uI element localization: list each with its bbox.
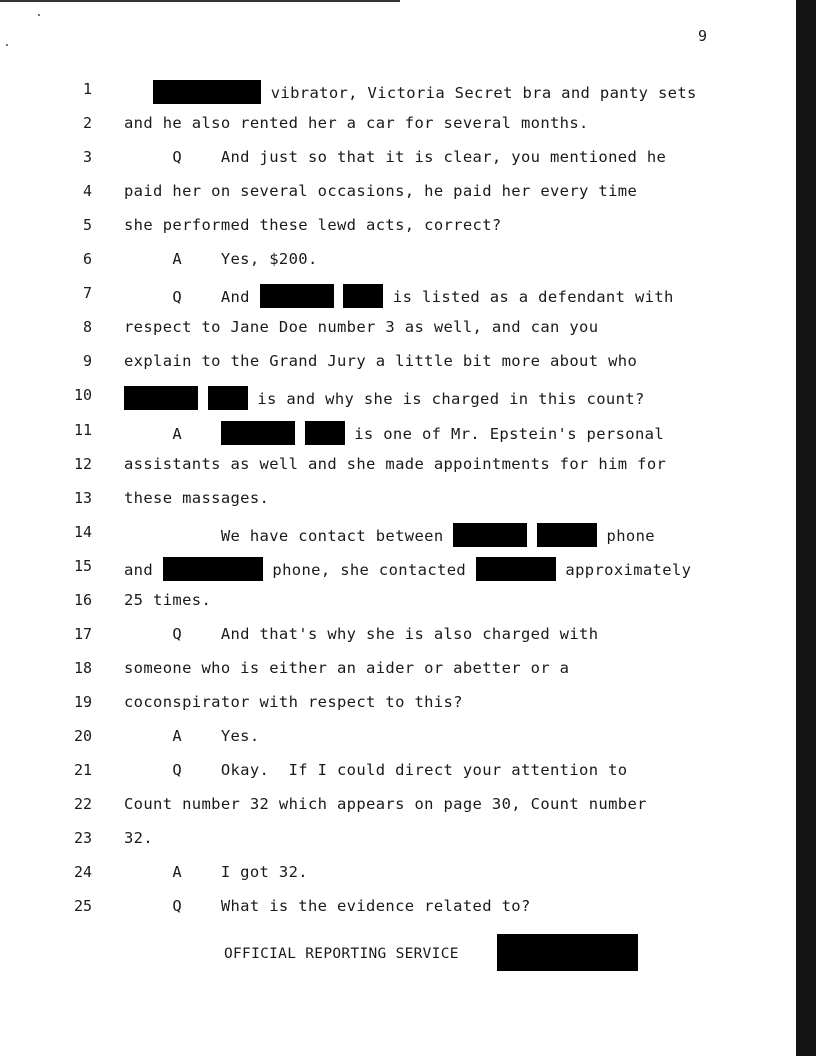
transcript-line <box>0 584 780 618</box>
line-text <box>124 216 502 234</box>
line-number: 5 <box>82 216 92 235</box>
line-text <box>124 455 666 473</box>
text-segment: Q And that's why she is also charged with <box>124 624 599 643</box>
scan-edge-line <box>0 0 400 2</box>
redaction-box <box>124 386 198 410</box>
line-text <box>124 489 269 507</box>
transcript-line <box>0 107 780 141</box>
transcript-line <box>0 822 780 856</box>
text-segment: she performed these lewd acts, correct? <box>124 216 502 235</box>
line-text <box>124 557 691 581</box>
line-text <box>124 114 589 132</box>
line-text <box>124 182 637 200</box>
text-segment <box>198 390 208 408</box>
line-number: 23 <box>73 829 92 848</box>
transcript-line <box>0 73 780 107</box>
line-text <box>124 386 645 410</box>
redaction-box <box>537 523 597 547</box>
text-segment: paid her on several occasions, he paid her every time <box>124 182 638 201</box>
redaction-box <box>453 523 527 547</box>
scan-speck <box>6 44 8 46</box>
line-text <box>124 318 598 336</box>
scan-right-border <box>796 0 816 1056</box>
line-text <box>124 863 308 881</box>
transcript-line <box>0 720 780 754</box>
line-text <box>124 250 318 268</box>
text-segment: is one of Mr. Epstein's personal <box>344 424 665 443</box>
redaction-box <box>497 934 638 971</box>
line-text <box>124 625 598 643</box>
transcript-line <box>0 414 780 448</box>
line-number: 19 <box>73 692 92 711</box>
transcript-line <box>0 550 780 584</box>
line-text <box>124 421 664 445</box>
text-segment: We have contact between <box>124 526 454 545</box>
text-segment: Q Okay. If I could direct your attention to <box>124 761 628 779</box>
text-segment: assistants as well and she made appointments for him for <box>124 454 667 473</box>
text-segment: 25 times. <box>124 590 212 609</box>
line-number: 9 <box>82 352 92 371</box>
line-number: 24 <box>73 863 92 882</box>
line-number: 4 <box>82 182 92 201</box>
text-segment: someone who is either an aider or abetter or a <box>124 658 570 677</box>
line-number: 2 <box>82 114 92 133</box>
transcript-line <box>0 311 780 345</box>
redaction-box <box>343 284 383 308</box>
transcript-line <box>0 243 780 277</box>
transcript-line <box>0 890 780 924</box>
line-number: 17 <box>73 624 92 643</box>
transcript-line <box>0 482 780 516</box>
redaction-box <box>305 421 345 445</box>
scan-speck <box>38 14 40 16</box>
text-segment: Q And just so that it is clear, you mentioned he <box>124 148 667 167</box>
text-segment: is listed as a defendant with <box>383 288 674 307</box>
redaction-box <box>208 386 248 410</box>
redaction-box <box>221 421 295 445</box>
line-text <box>124 829 153 847</box>
line-number: 3 <box>82 148 92 167</box>
line-number: 14 <box>73 522 92 541</box>
line-text <box>124 795 647 813</box>
line-text <box>124 897 531 915</box>
line-text <box>124 591 211 609</box>
text-segment: is and why she is charged in this count? <box>247 390 645 409</box>
transcript-line <box>0 379 780 413</box>
line-number: 16 <box>73 590 92 609</box>
transcript-line <box>0 516 780 550</box>
text-segment: Q And <box>124 288 260 307</box>
text-segment <box>334 288 344 306</box>
transcript-line <box>0 209 780 243</box>
line-text <box>124 761 627 779</box>
text-segment: respect to Jane Doe number 3 as well, and can you <box>124 318 599 337</box>
text-segment: explain to the Grand Jury a little bit more about who <box>124 352 638 371</box>
transcript-line <box>0 277 780 311</box>
text-segment: approximately <box>555 560 692 579</box>
transcript-line <box>0 175 780 209</box>
text-segment <box>295 425 305 443</box>
text-segment: A <box>124 424 221 443</box>
transcript-line <box>0 141 780 175</box>
text-segment: phone <box>596 526 655 545</box>
transcript-line <box>0 856 780 890</box>
transcript-line <box>0 686 780 720</box>
line-number: 6 <box>82 250 92 269</box>
transcript-line <box>0 345 780 379</box>
text-segment: A I got 32. <box>124 863 308 882</box>
footer-label: OFFICIAL REPORTING SERVICE <box>224 946 459 962</box>
text-segment: vibrator, Victoria Secret bra and panty sets <box>261 84 697 102</box>
line-text <box>124 352 637 370</box>
line-text <box>124 80 697 104</box>
line-number: 8 <box>82 318 92 337</box>
line-number: 12 <box>73 454 92 473</box>
transcript-line <box>0 788 780 822</box>
line-text <box>124 727 260 745</box>
text-segment: Q What is the evidence related to? <box>124 897 531 916</box>
redaction-box <box>163 557 263 581</box>
redaction-box <box>153 80 261 104</box>
transcript-line <box>0 618 780 652</box>
line-number: 21 <box>73 761 92 779</box>
line-number: 7 <box>82 284 92 303</box>
line-number: 11 <box>73 420 92 439</box>
text-segment: A Yes. <box>124 726 260 745</box>
text-segment: phone, she contacted <box>262 560 476 579</box>
line-text <box>124 659 569 677</box>
line-text <box>124 693 463 711</box>
text-segment <box>527 527 537 545</box>
redaction-box <box>476 557 556 581</box>
text-segment: A Yes, $200. <box>124 250 318 269</box>
line-number: 18 <box>73 658 92 677</box>
transcript-line <box>0 754 780 788</box>
text-segment: and <box>124 560 163 579</box>
text-segment: Count number 32 which appears on page 30, Count number <box>124 795 647 814</box>
page-number: 9 <box>698 27 708 45</box>
text-segment: 32. <box>124 829 154 848</box>
text-segment: and he also rented her a car for several months. <box>124 114 589 133</box>
line-number: 25 <box>73 897 92 916</box>
transcript-line <box>0 652 780 686</box>
line-text <box>124 284 674 308</box>
line-text <box>124 523 655 547</box>
line-number: 15 <box>73 556 92 575</box>
line-number: 10 <box>73 386 92 405</box>
line-number: 20 <box>73 726 92 745</box>
line-number: 1 <box>82 80 92 98</box>
line-number: 13 <box>73 488 92 507</box>
transcript-line <box>0 448 780 482</box>
text-segment: coconspirator with respect to this? <box>124 692 463 711</box>
line-number: 22 <box>73 795 92 814</box>
line-text <box>124 148 666 166</box>
redaction-box <box>260 284 334 308</box>
text-segment <box>124 84 153 102</box>
text-segment: these massages. <box>124 488 270 507</box>
